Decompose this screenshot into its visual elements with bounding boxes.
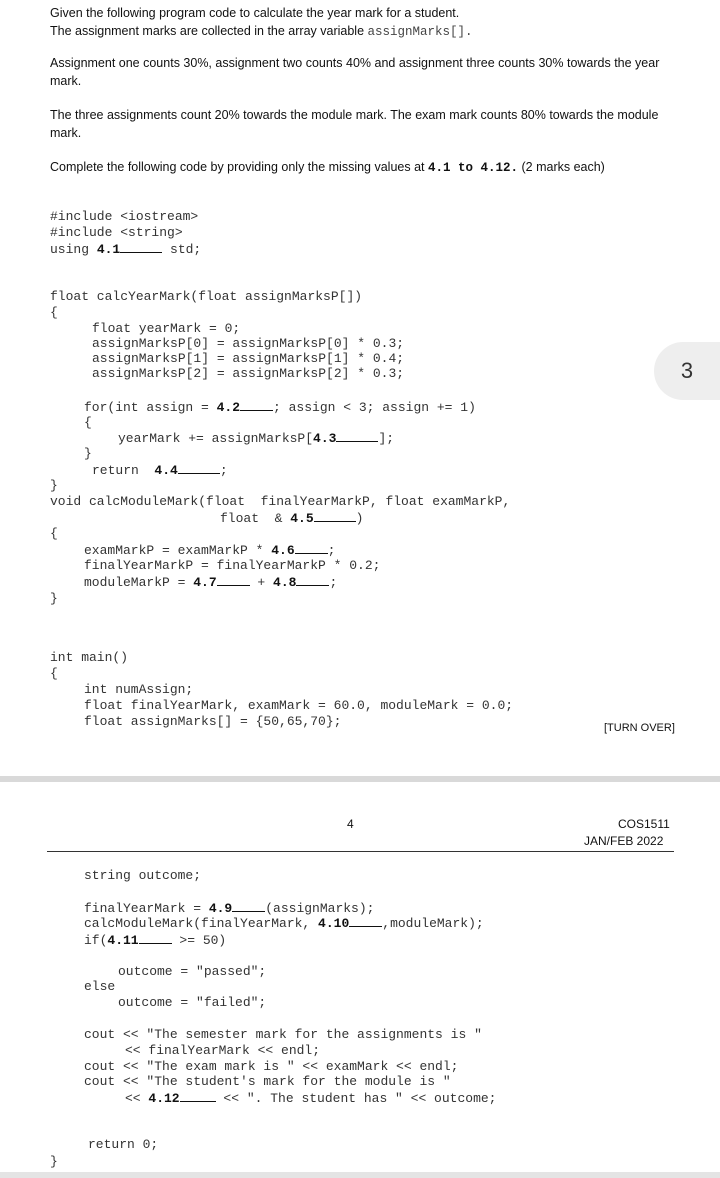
code-line: } — [50, 591, 58, 606]
code-line: { — [50, 526, 58, 541]
intro-line-2: The assignment marks are collected in the array variable assignMarks[]. — [50, 24, 473, 39]
code-line: examMarkP = examMarkP * 4.6 ; — [84, 543, 336, 558]
instruction-paragraph: Complete the following code by providing only the missing values at 4.1 to 4.12. (2 marks each) — [50, 160, 605, 175]
code-line: string outcome; — [84, 868, 202, 883]
code-line: float calcYearMark(float assignMarksP[]) — [50, 289, 363, 304]
code-line: #include <string> — [50, 225, 183, 240]
code-line: float yearMark = 0; — [92, 321, 241, 336]
weights-paragraph: Assignment one counts 30%, assignment two counts 40% and assignment three counts 30% towards the year mark. — [50, 56, 660, 88]
code-line: void calcModuleMark(float finalYearMarkP, float examMarkP, — [50, 494, 511, 509]
code-line: for(int assign = 4.2 ; assign < 3; assign += 1) — [84, 400, 476, 415]
code-line: yearMark += assignMarksP[4.3 ]; — [118, 431, 395, 446]
code-line: finalYearMark = 4.9 (assignMarks); — [84, 901, 375, 916]
code-line: assignMarksP[2] = assignMarksP[2] * 0.3; — [92, 366, 405, 381]
code-line: assignMarksP[1] = assignMarksP[1] * 0.4; — [92, 351, 405, 366]
page-4 — [0, 782, 720, 1178]
code-line: moduleMarkP = 4.7 + 4.8 ; — [84, 575, 338, 590]
code-line: cout << "The semester mark for the assignments is " — [84, 1027, 482, 1042]
code-line: #include <iostream> — [50, 209, 199, 224]
code-line: { — [50, 666, 58, 681]
code-line: } — [84, 446, 92, 461]
code-line: } — [50, 478, 58, 493]
course-code: COS1511 — [618, 817, 670, 831]
code-line: outcome = "passed"; — [118, 964, 267, 979]
code-line: if(4.11 >= 50) — [84, 933, 227, 948]
code-line: finalYearMarkP = finalYearMarkP * 0.2; — [84, 558, 381, 573]
code-line: { — [84, 415, 92, 430]
side-page-number: 3 — [654, 342, 720, 400]
code-line: assignMarksP[0] = assignMarksP[0] * 0.3; — [92, 336, 405, 351]
code-line: } — [50, 1154, 58, 1169]
code-line: int numAssign; — [84, 682, 194, 697]
code-line: int main() — [50, 650, 129, 665]
code-line: else — [84, 979, 116, 994]
code-line: { — [50, 305, 58, 320]
code-line: using 4.1 std; — [50, 242, 202, 257]
header-rule — [47, 851, 674, 852]
code-line: float & 4.5 ) — [220, 511, 364, 526]
exam-period: JAN/FEB 2022 — [584, 834, 664, 848]
code-line: float assignMarks[] = {50,65,70}; — [84, 714, 342, 729]
code-line: outcome = "failed"; — [118, 995, 267, 1010]
module-paragraph: The three assignments count 20% towards the module mark. The exam mark counts 80% towards the module mark. — [50, 108, 659, 140]
intro-paragraph — [50, 4, 662, 41]
page-number: 4 — [347, 817, 354, 831]
code-line: cout << "The student's mark for the module is " — [84, 1074, 451, 1089]
code-line: return 4.4 ; — [92, 463, 228, 478]
code-line: << 4.12 << ". The student has " << outcome; — [125, 1091, 497, 1106]
turn-over-label: [TURN OVER] — [604, 722, 675, 734]
code-line: << finalYearMark << endl; — [125, 1043, 321, 1058]
code-line: calcModuleMark(finalYearMark, 4.10 ,moduleMark); — [84, 916, 484, 931]
intro-line-1: Given the following program code to calculate the year mark for a student. — [50, 6, 460, 20]
code-line: return 0; — [88, 1137, 159, 1152]
page-bottom-edge — [0, 1172, 720, 1178]
code-line: float finalYearMark, examMark = 60.0, moduleMark = 0.0; — [84, 698, 514, 713]
code-line: cout << "The exam mark is " << examMark << endl; — [84, 1059, 459, 1074]
